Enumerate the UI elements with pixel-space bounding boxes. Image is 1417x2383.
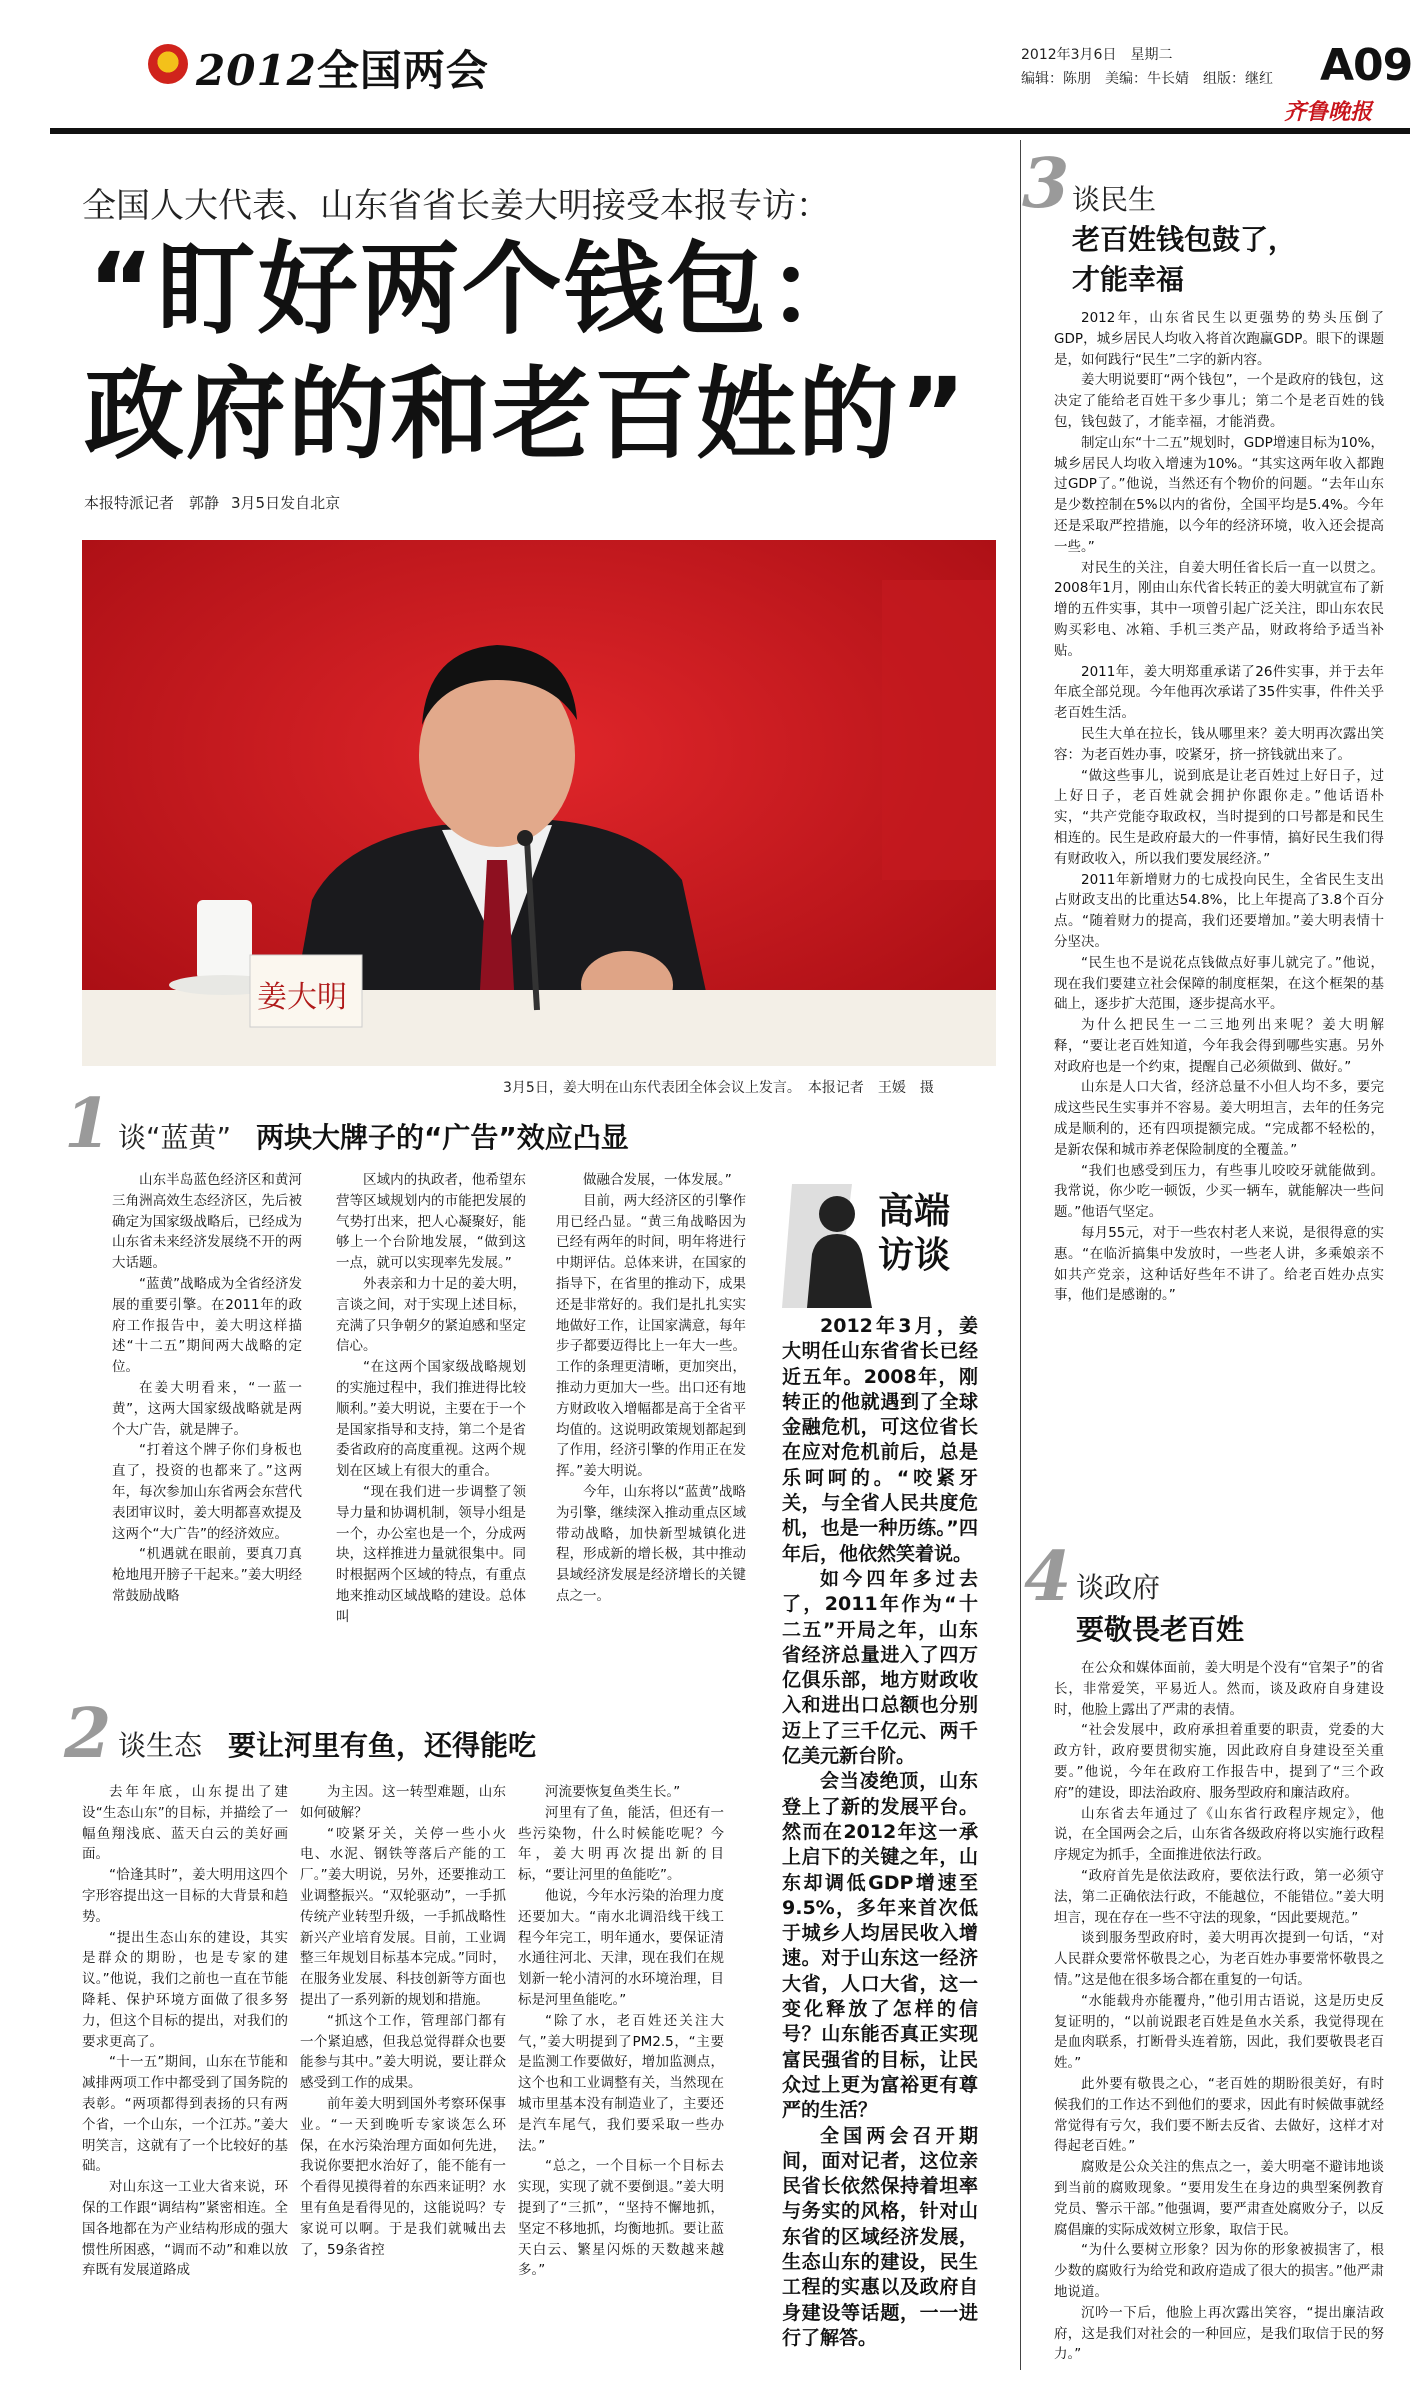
paragraph: “在这两个国家级战略规划的实施过程中，我们推进得比较顺利。”姜大明说，主要在于一个是国家指导和支持，第二个是省委省政府的高度重视。这两个规划在区域上有很大的重合。 <box>336 1359 526 1480</box>
paragraph: 2011年，姜大明郑重承诺了26件实事，并于去年年底全部兑现。今年他再次承诺了35件实事，件件关乎老百姓生活。 <box>1054 663 1384 722</box>
paragraph: 腐败是公众关注的焦点之一，姜大明毫不避讳地谈到当前的腐败现象。“要用发生在身边的典型案例教育党员、警示干部。”他强调，要严肃查处腐败分子，以反腐倡廉的实际成效树立形象，取信于民。 <box>1054 2159 1384 2238</box>
column-divider <box>1020 140 1021 2370</box>
paragraph: 2011年新增财力的七成投向民生，全省民生支出占财政支出的比重达54.8%，比上年提高了3.8个百分点。“随着财力的提高，我们还要增加。”姜大明表情十分坚决。 <box>1054 871 1384 950</box>
paragraph: 2012年，山东省民生以更强势的势头压倒了GDP，城乡居民人均收入将首次跑赢GDP。眼下的课题是，如何践行“民生”二字的新内容。 <box>1054 310 1384 368</box>
paragraph: “总之，一个目标一个目标去实现，实现了就不要倒退。”姜大明提到了“三抓”，“坚持不懈地抓，坚定不移地抓，均衡地抓。要让蓝天白云、繁星闪烁的天数越来越多。” <box>518 2158 724 2279</box>
paragraph: 河里有了鱼，能活，但还有一些污染物，什么时候能吃呢？今年，姜大明再次提出新的目标，“要让河里的鱼能吃”。 <box>518 1804 724 1884</box>
paragraph: “提出生态山东的建设，其实是群众的期盼，也是专家的建议。”他说，我们之前也一直在节能降耗、保护环境方面做了很多努力，但这个目标的提出，对我们的要求更高了。 <box>82 1929 288 2050</box>
paragraph: “做这些事儿，说到底是让老百姓过上好日子，过上好日子，老百姓就会拥护你跟你走。”他话语朴实，“共产党能夺取政权，当时提到的口号都是和民生相连的。民生是政府最大的一件事情，搞好民生我们得有财政收入，所以我们要发展经济。” <box>1054 767 1384 867</box>
editors-line: 编辑：陈朋 美编：牛长婧 组版：继红 <box>1021 71 1273 87</box>
section-2-title: 要让河里有鱼，还得能吃 <box>228 1729 537 1762</box>
headline-kicker: 全国人大代表、山东省省长姜大明接受本报专访： <box>82 186 830 226</box>
section-1-col-c <box>556 1170 746 1708</box>
section-3-body <box>1054 308 1384 1530</box>
paragraph: 山东半岛蓝色经济区和黄河三角洲高效生态经济区，先后被确定为国家级战略后，已经成为山东省未来经济发展绕不开的两大话题。 <box>112 1172 302 1272</box>
paragraph: 区域内的执政者，他希望东营等区域规划内的市能把发展的气势打出来，把人心凝聚好，能够上一个台阶地发展，“做到这一点，就可以实现率先发展。” <box>336 1172 526 1272</box>
paragraph: 为主因。这一转型难题，山东如何破解？ <box>300 1784 506 1821</box>
date-line <box>1021 44 1172 64</box>
paragraph: 山东是人口大省，经济总量不小但人均不多，要完成这些民生实事并不容易。姜大明坦言，去年的任务完成是顺利的，还有四项提额完成。“完成都不轻松的，是新农保和城市养老保险制度的全覆盖。” <box>1054 1079 1384 1158</box>
paragraph: 在公众和媒体面前，姜大明是个没有“官架子”的省长，非常爱笑，平易近人。然而，谈及政府自身建设时，他脸上露出了严肃的表情。 <box>1054 1660 1384 1718</box>
paragraph: “机遇就在眼前，要真刀真枪地甩开膀子干起来。”姜大明经常鼓励战略 <box>112 1546 302 1604</box>
paper-name: 齐鲁晚报 <box>1284 99 1373 125</box>
paragraph: 姜大明说要盯“两个钱包”，一个是政府的钱包，这决定了能给老百姓干多少事儿；第二个是老百姓的钱包，钱包鼓了，才能幸福，才能消费。 <box>1054 372 1384 430</box>
paragraph: 沉吟一下后，他脸上再次露出笑容，“提出廉洁政府，这是我们对社会的一种回应，是我们取信于民的努力。” <box>1054 2304 1384 2363</box>
paragraph: 制定山东“十二五”规划时，GDP增速目标为10%，城乡居民人均收入增速为10%。“其实这两年收入都跑过GDP了。”他说，当然还有个物价的问题。“去年山东是少数控制在5%以内的省份，全国平均是5.4%。今年还是采取严控措施，以今年的经济环境，收入还会提高一些。” <box>1054 434 1384 555</box>
section-1-label: 谈“蓝黄” <box>118 1121 232 1154</box>
speaker-illustration <box>82 540 996 1066</box>
paragraph: “水能载舟亦能覆舟，”他引用古语说，这是历史反复证明的，“以前说跟老百姓是鱼水关系，我觉得现在是血肉联系，打断骨头连着筋，因此，我们要敬畏老百姓。” <box>1054 1992 1384 2072</box>
paragraph: 全国两会召开期间，面对记者，这位亲民省长依然保持着坦率与务实的风格，针对山东省的区域经济发展，生态山东的建设，民生工程的实惠以及政府自身建设等话题，一一进行了解答。 <box>782 2124 978 2349</box>
page-number: A09 <box>1320 40 1413 91</box>
paragraph: 他说，今年水污染的治理力度还要加大。“南水北调沿线干线工程今年完工，明年通水，要保证清水通往河北、天津，现在我们在规划新一轮小清河的水环境治理，目标是河里鱼能吃。” <box>518 1887 724 2008</box>
paragraph: 民生大单在拉长，钱从哪里来？姜大明再次露出笑容：为老百姓办事，咬紧牙，挤一挤钱就出来了。 <box>1054 725 1384 763</box>
photo-caption: 3月5日，姜大明在山东代表团全体会议上发言。 本报记者 王媛 摄 <box>503 1080 934 1096</box>
interview-intro <box>782 1314 978 2364</box>
section-1-col-b <box>336 1170 526 1708</box>
paragraph: 河流要恢复鱼类生长。” <box>545 1784 681 1800</box>
section-3-title-1: 老百姓钱包鼓了， <box>1072 223 1297 256</box>
news-photo <box>82 540 996 1066</box>
section-2-number: 2 <box>64 1694 112 1774</box>
byline-reporter: 本报特派记者 郭静 <box>84 494 220 512</box>
weekday: 星期二 <box>1130 47 1173 63</box>
paragraph: 对山东这一工业大省来说，环保的工作跟“调结构”紧密相连。全国各地都在为产业结构形成的强大惯性所困惑，“调而不动”和难以放弃既有发展道路成 <box>82 2179 288 2279</box>
paragraph: 谈到服务型政府时，姜大明再次提到一句话，“对人民群众要常怀敬畏之心，为老百姓办事要常怀敬畏之情。”这是他在很多场合都在重复的一句话。 <box>1054 1930 1384 1988</box>
section-1-col-a <box>112 1170 302 1708</box>
section-3-number: 3 <box>1022 144 1070 224</box>
paragraph: 2012年3月，姜大明任山东省省长已经近五年。2008年，刚转正的他就遇到了全球金融危机，可这位省长在应对危机前后，总是乐呵呵的。“咬紧牙关，与全省人民共度危机，也是一种历练。”四年后，他依然笑着说。 <box>782 1315 978 1565</box>
interview-badge <box>782 1174 982 1308</box>
paragraph: “咬紧牙关，关停一些小火电、水泥、钢铁等落后产能的工厂。”姜大明说，另外，还要推动工业调整振兴。“双轮驱动”，一手抓传统产业转型升级，一手抓战略性新兴产业培育发展。目前，工业调整三年规划目标基本完成。”同时，在服务业发展、科技创新等方面也提出了一系列新的规划和措施。 <box>300 1825 506 2008</box>
headline-line-2: 政府的和老百姓的” <box>84 356 968 473</box>
badge-line-2: 访谈 <box>878 1235 951 1276</box>
byline <box>84 492 352 513</box>
headline-line-1: “盯好两个钱包： <box>88 231 870 348</box>
section-2-col-c <box>518 1782 724 2370</box>
paragraph: 去年年底，山东提出了建设“生态山东”的目标，并描绘了一幅鱼翔浅底、蓝天白云的美好画面。 <box>82 1784 288 1863</box>
section-2-col-b <box>300 1782 506 2370</box>
paragraph: “我们也感受到压力，有些事儿咬咬牙就能做到。我常说，你少吃一顿饭，少买一辆车，就能解决一些问题。”他语气坚定。 <box>1054 1162 1384 1221</box>
section-2-col-a <box>82 1782 288 2370</box>
masthead <box>0 0 1417 125</box>
section-3-title-2: 才能幸福 <box>1072 263 1185 296</box>
paragraph: 今年，山东将以“蓝黄”战略为引擎，继续深入推动重点区域带动战略，加快新型城镇化进程，形成新的增长极，其中推动县域经济发展是经济增长的关键点之一。 <box>556 1483 746 1604</box>
paragraph: “政府首先是依法政府，要依法行政，第一必须守法，第二正确依法行政，不能越位，不能错位。”姜大明坦言，现在存在一些不守法的现象，“因此要规范。” <box>1054 1867 1384 1926</box>
paragraph: 对民生的关注，自姜大明任省长后一直一以贯之。2008年1月，刚由山东代省长转正的姜大明就宣布了新增的五件实事，其中一项曾引起广泛关注，即山东农民购买彩电、冰箱、手机三类产品，财政将给予适当补贴。 <box>1054 559 1384 659</box>
paragraph: 做融合发展，一体发展。” <box>583 1172 732 1188</box>
paragraph: “抓这个工作，管理部门都有一个紧迫感，但我总觉得群众也要能参与其中。”姜大明说，要让群众感受到工作的成果。 <box>300 2012 506 2092</box>
paragraph: 外表亲和力十足的姜大明，言谈之间，对于实现上述目标，充满了只争朝夕的紧迫感和坚定信心。 <box>336 1275 526 1355</box>
section-3-label: 谈民生 <box>1072 183 1157 216</box>
paragraph: 前年姜大明到国外考察环保事业。“一天到晚听专家谈怎么环保，在水污染治理方面如何先进，我说你要把水治好了，能不能有一个看得见摸得着的东西来证明？水里有鱼是看得见的，这能说吗？专家说可以啊。于是我们就喊出去了，59条省控 <box>300 2095 506 2258</box>
section-2-label: 谈生态 <box>118 1729 203 1762</box>
paragraph: 在姜大明看来，“一蓝一黄”，这两大国家级战略就是两个大广告，就是牌子。 <box>112 1379 302 1438</box>
paragraph: “恰逢其时”，姜大明用这四个字形容提出这一目标的大背景和趋势。 <box>82 1867 288 1925</box>
byline-date: 3月5日发自北京 <box>231 494 341 512</box>
section-4-title: 要敬畏老百姓 <box>1076 1613 1245 1646</box>
emblem-icon <box>148 44 188 84</box>
paragraph: “蓝黄”战略成为全省经济发展的重要引擎。在2011年的政府工作报告中，姜大明这样描述“十二五”期间两大战略的定位。 <box>112 1275 302 1376</box>
paragraph: 此外要有敬畏之心，“老百姓的期盼很美好，有时候我们的工作达不到他们的要求，因此有时候做事就经常觉得有亏欠，我们要不断去反省、去做好，这样才对得起老百姓。” <box>1054 2075 1384 2155</box>
paragraph: “民生也不是说花点钱做点好事儿就完了。”他说，现在我们要建立社会保障的制度框架，在这个框架的基础上，逐步扩大范围，逐步提高水平。 <box>1054 954 1384 1013</box>
paragraph: “现在我们进一步调整了领导力量和协调机制，领导小组是一个，办公室也是一个，分成两块，这样推进力量就很集中。同时根据两个区域的特点，有重点地来推动区域战略的建设。总体叫 <box>336 1483 526 1625</box>
paragraph: 目前，两大经济区的引擎作用已经凸显。“黄三角战略因为已经有两年的时间，明年将进行中期评估。总体来讲，在国家的指导下，在省里的推动下，成果还是非常好的。我们是扎扎实实地做好工作，让国家满意，每年步子都要迈得比上一年大一些。工作的条理更清晰，更加突出，推动力更加大一些。出口还有地方财政收入增幅都是高于全省平均值的。这说明政策规划都起到了作用，经济引擎的作用正在发挥。”姜大明说。 <box>556 1192 746 1480</box>
paragraph: “打着这个牌子你们身板也直了，投资的也都来了。”这两年，每次参加山东省两会东营代表团审议时，姜大明都喜欢提及这两个“大广告”的经济效应。 <box>112 1442 302 1542</box>
section-4-number: 4 <box>1024 1537 1072 1617</box>
paragraph: 每月55元，对于一些农村老人来说，是很得意的实惠。“在临沂搞集中发放时，一些老人讲，多乘娘亲不如共产党亲，这种话好些年不讲了。给老百姓办点实事，他们是感谢的。” <box>1054 1225 1384 1304</box>
paragraph: “除了水，老百姓还关注大气，”姜大明提到了PM2.5，“主要是监测工作要做好，增加监测点，这个也和工业调整有关，当然现在城市里基本没有制造业了，主要还是汽车尾气，我们要采取一些办法。” <box>518 2012 724 2154</box>
paragraph: 为什么把民生一二三地列出来呢？姜大明解释，“要让老百姓知道，今年我会得到哪些实惠。另外对政府也是一个约束，提醒自己必须做到、做好。” <box>1054 1017 1384 1075</box>
section-1-number: 1 <box>64 1084 112 1164</box>
section-title: 2012全国两会 <box>196 46 489 95</box>
paragraph: “为什么要树立形象？因为你的形象被损害了，根少数的腐败行为给党和政府造成了很大的损害。”他严肃地说道。 <box>1054 2242 1384 2300</box>
paragraph: “社会发展中，政府承担着重要的职责，党委的大政方针，政府要贯彻实施，因此政府自身建设至关重要。”他说，今年在政府工作报告中，提到了“三个政府”的建设，即法治政府、服务型政府和廉洁政府。 <box>1054 1722 1384 1801</box>
paragraph: “十一五”期间，山东在节能和减排两项工作中都受到了国务院的表彰。“两项都得到表扬的只有两个省，一个山东，一个江苏。”姜大明笑言，这就有了一个比较好的基础。 <box>82 2054 288 2175</box>
nameplate-text: 姜大明 <box>257 980 347 1015</box>
paragraph: 会当凌绝顶，山东登上了新的发展平台。然而在2012年这一承上启下的关键之年，山东却调低GDP增速至9.5%，多年来首次低于城乡人均居民收入增速。对于山东这一经济大省，人口大省，这一变化释放了怎样的信号？山东能否真正实现富民强省的目标，让民众过上更为富裕更有尊严的生活？ <box>782 1770 978 2122</box>
section-4-body <box>1054 1658 1384 2370</box>
date: 2012年3月6日 <box>1021 47 1117 63</box>
badge-line-1: 高端 <box>878 1191 951 1232</box>
section-1-title: 两块大牌子的“广告”效应凸显 <box>256 1121 629 1154</box>
masthead-rule <box>50 128 1410 134</box>
paragraph: 如今四年多过去了，2011年作为“十二五”开局之年，山东省经济总量进入了四万亿俱乐部，地方财政收入和进出口总额也分别迈上了三千亿元、两千亿美元新台阶。 <box>782 1567 978 1768</box>
section-4-label: 谈政府 <box>1076 1571 1161 1604</box>
paragraph: 山东省去年通过了《山东省行政程序规定》，他说，在全国两会之后，山东省各级政府将以实施行政程序规定为抓手，全面推进依法行政。 <box>1054 1805 1384 1864</box>
